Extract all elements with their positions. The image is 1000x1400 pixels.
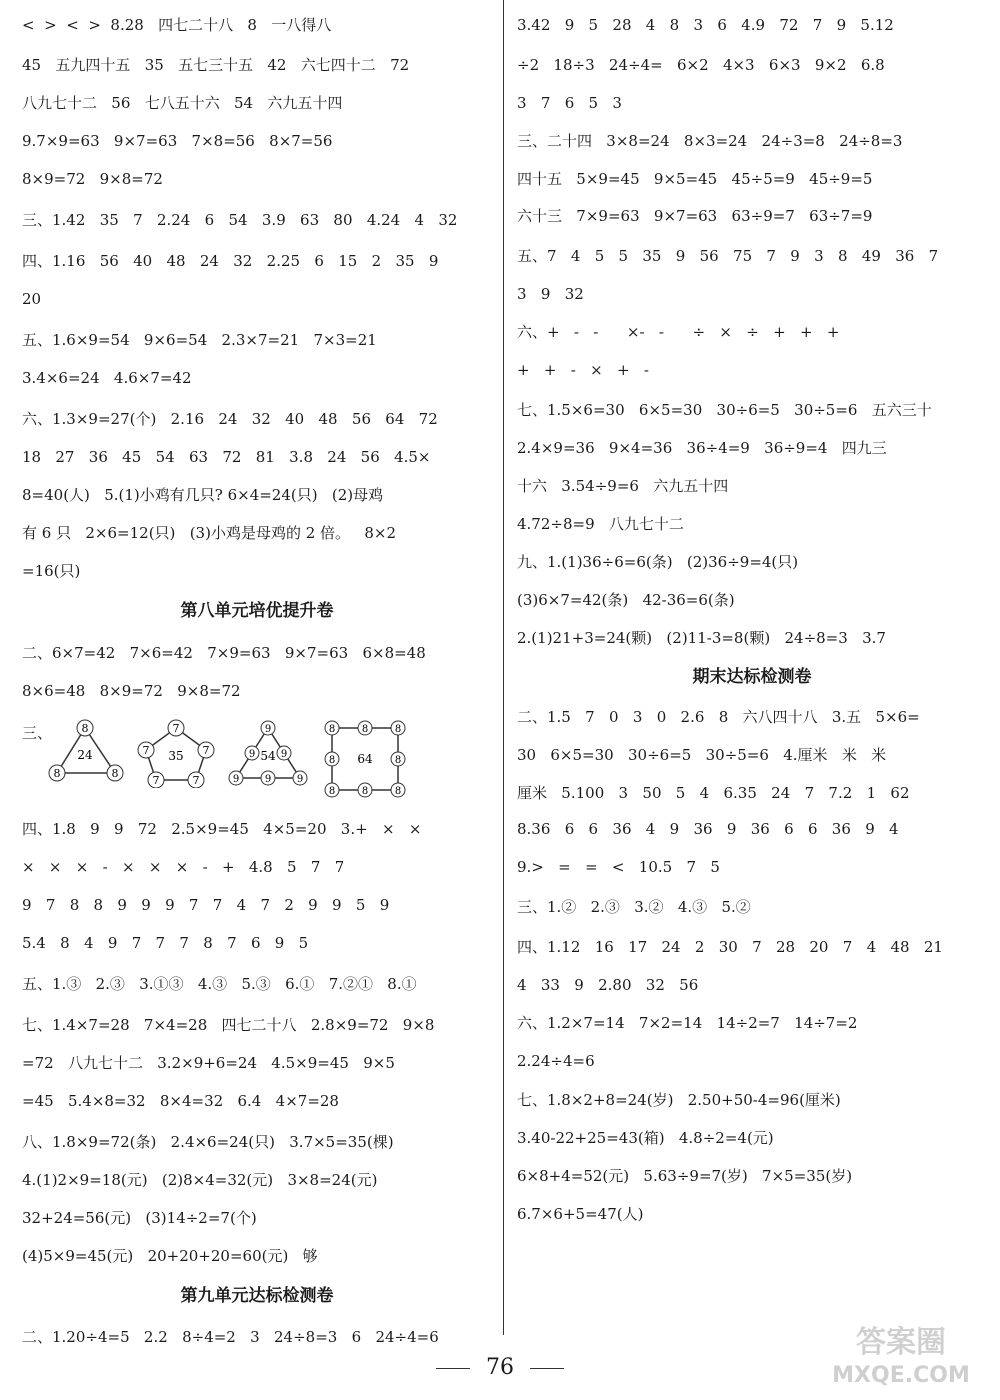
answer-line: 四、1.12 16 17 24 2 30 7 28 20 7 4 48 21 [517, 938, 943, 956]
answer-line: + + - × + - [517, 361, 649, 379]
hexagon-triangle-corner: 9 [280, 749, 288, 760]
hexagon-triangle-corner: 9 [296, 774, 304, 785]
answer-line: 6.7×6+5=47(人) [517, 1205, 644, 1223]
answer-line: 二、1.20÷4=5 2.2 8÷4=2 3 24÷8=3 6 24÷4=6 [22, 1328, 439, 1346]
square-corner: 8 [361, 724, 369, 735]
square-corner: 8 [328, 786, 336, 797]
answer-line: 45 五九四十五 35 五七三十五 42 六七四十二 72 [22, 56, 410, 74]
section-title: 期末达标检测卷 [692, 667, 812, 687]
figure-triangle-six [226, 718, 310, 788]
pentagon-corner: 7 [192, 774, 200, 787]
square-corner: 8 [328, 755, 336, 766]
answer-line: 4 33 9 2.80 32 56 [517, 976, 699, 994]
answer-line: =45 5.4×8=32 8×4=32 6.4 4×7=28 [22, 1092, 339, 1110]
answer-line: 8×6=48 8×9=72 9×8=72 [22, 682, 241, 700]
answer-line: 四、1.8 9 9 72 2.5×9=45 4×5=20 3.+ × × [22, 820, 422, 838]
square-corner: 8 [394, 755, 402, 766]
watermark-bottom-text: MXQE.COM [832, 1363, 970, 1388]
answer-line: 3 7 6 5 3 [517, 94, 622, 112]
hexagon-triangle-corner: 9 [264, 724, 272, 735]
figure-triangle [45, 718, 127, 784]
answer-line: 3.4×6=24 4.6×7=42 [22, 369, 192, 387]
answer-line: 4.72÷8=9 八九七十二 [517, 515, 684, 533]
pentagon-corner: 7 [142, 744, 150, 757]
answer-line: × × × - × × × - + 4.8 5 7 7 [22, 858, 345, 876]
answer-line: 20 [22, 290, 42, 308]
square-center: 64 [357, 752, 373, 766]
answer-line: 2.(1)21+3=24(颗) (2)11-3=8(颗) 24÷8=3 3.7 [517, 629, 886, 647]
answer-line: 六、1.3×9=27(个) 2.16 24 32 40 48 56 64 72 [22, 410, 438, 428]
answer-line: 三、1.② 2.③ 3.② 4.③ 5.② [517, 898, 751, 916]
answer-line: 30 6×5=30 30÷6=5 30÷5=6 4.厘米 米 米 [517, 746, 887, 764]
watermark-top-text: 答案圈 [856, 1325, 946, 1360]
page-number: 76 [486, 1355, 514, 1380]
square-corner: 8 [394, 786, 402, 797]
answer-line: 厘米 5.100 3 50 5 4 6.35 24 7 7.2 1 62 [517, 784, 910, 802]
pentagon-corner: 7 [152, 774, 160, 787]
answer-line: 九、1.(1)36÷6=6(条) (2)36÷9=4(只) [517, 553, 799, 571]
answer-line: 六、+ - - ×- - ÷ × ÷ + + + [517, 323, 840, 341]
hexagon-triangle-center: 54 [260, 749, 276, 763]
answer-line: 3 9 32 [517, 285, 584, 303]
answer-line: 五、7 4 5 5 35 9 56 75 7 9 3 8 49 36 7 [517, 247, 939, 265]
answer-line: 3.42 9 5 28 4 8 3 6 4.9 72 7 9 5.12 [517, 16, 894, 34]
square-corner: 8 [361, 786, 369, 797]
triangle-corner: 8 [81, 722, 89, 735]
footer-dash-right [530, 1368, 564, 1369]
answer-line: 6×8+4=52(元) 5.63÷9=7(岁) 7×5=35(岁) [517, 1167, 853, 1185]
pentagon-center: 35 [168, 749, 184, 763]
answer-line: 三、1.42 35 7 2.24 6 54 3.9 63 80 4.24 4 32 [22, 211, 458, 229]
pentagon-corner: 7 [172, 722, 180, 735]
hexagon-triangle-corner: 9 [264, 774, 272, 785]
answer-line: 七、1.8×2+8=24(岁) 2.50+50-4=96(厘米) [517, 1091, 841, 1109]
answer-line: 2.4×9=36 9×4=36 36÷4=9 36÷9=4 四九三 [517, 439, 887, 457]
triangle-corner: 8 [111, 767, 119, 780]
answer-line: 五、1.③ 2.③ 3.①③ 4.③ 5.③ 6.① 7.②① 8.① [22, 975, 417, 993]
square-corner: 8 [394, 724, 402, 735]
answer-line: ÷2 18÷3 24÷4= 6×2 4×3 6×3 9×2 6.8 [517, 56, 885, 74]
triangle-center: 24 [77, 748, 93, 762]
answer-line: 8=40(人) 5.(1)小鸡有几只? 6×4=24(只) (2)母鸡 [22, 486, 384, 504]
answer-line: 六十三 7×9=63 9×7=63 63÷9=7 63÷7=9 [517, 207, 873, 225]
hexagon-triangle-corner: 9 [248, 749, 256, 760]
pentagon-corner: 7 [202, 744, 210, 757]
answer-line: =16(只) [22, 562, 81, 580]
answer-line: 二、6×7=42 7×6=42 7×9=63 9×7=63 6×8=48 [22, 644, 426, 662]
section-title: 第九单元达标检测卷 [180, 1286, 334, 1306]
answer-line: 八、1.8×9=72(条) 2.4×6=24(只) 3.7×5=35(棵) [22, 1133, 394, 1151]
answer-line: 四、1.16 56 40 48 24 32 2.25 6 15 2 35 9 [22, 252, 439, 270]
answer-line: 4.(1)2×9=18(元) (2)8×4=32(元) 3×8=24(元) [22, 1171, 378, 1189]
answer-line: 二、1.5 7 0 3 0 2.6 8 六八四十八 3.五 5×6= [517, 708, 920, 726]
answer-line: 八九七十二 56 七八五十六 54 六九五十四 [22, 94, 343, 112]
triangle-corner: 8 [53, 767, 61, 780]
figure-square [320, 718, 410, 800]
answer-line: 五、1.6×9=54 9×6=54 2.3×7=21 7×3=21 [22, 331, 377, 349]
answer-line: =72 八九七十二 3.2×9+6=24 4.5×9=45 9×5 [22, 1054, 395, 1072]
column-divider [503, 0, 504, 1335]
answer-line: (3)6×7=42(条) 42-36=6(条) [517, 591, 735, 609]
answer-line: 8×9=72 9×8=72 [22, 170, 163, 188]
answer-line: 有 6 只 2×6=12(只) (3)小鸡是母鸡的 2 倍。 8×2 [22, 524, 396, 542]
answer-line: 3.40-22+25=43(箱) 4.8÷2=4(元) [517, 1129, 774, 1147]
answer-line: 三、 [22, 724, 53, 742]
answer-line: 8.36 6 6 36 4 9 36 9 36 6 6 36 9 4 [517, 820, 899, 838]
answer-line: 三、二十四 3×8=24 8×3=24 24÷3=8 24÷8=3 [517, 132, 903, 150]
answer-line: 5.4 8 4 9 7 7 7 8 7 6 9 5 [22, 934, 309, 952]
answer-line: 18 27 36 45 54 63 72 81 3.8 24 56 4.5× [22, 448, 431, 466]
answer-line: 六、1.2×7=14 7×2=14 14÷2=7 14÷7=2 [517, 1014, 858, 1032]
hexagon-triangle-corner: 9 [232, 774, 240, 785]
square-corner: 8 [328, 724, 336, 735]
answer-line: 七、1.5×6=30 6×5=30 30÷6=5 30÷5=6 五六三十 [517, 401, 932, 419]
watermark-logo [816, 1318, 986, 1390]
answer-line: < > < > 8.28 四七二十八 8 一八得八 [22, 16, 332, 34]
answer-line: (4)5×9=45(元) 20+20+20=60(元) 够 [22, 1247, 318, 1265]
answer-line: 2.24÷4=6 [517, 1052, 595, 1070]
answer-line: 十六 3.54÷9=6 六九五十四 [517, 477, 729, 495]
answer-line: 9.> = = < 10.5 7 5 [517, 858, 720, 876]
section-title: 第八单元培优提升卷 [180, 601, 334, 621]
footer-dash-left [436, 1368, 470, 1369]
answer-line: 9 7 8 8 9 9 9 7 7 4 7 2 9 9 5 9 [22, 896, 390, 914]
answer-line: 七、1.4×7=28 7×4=28 四七二十八 2.8×9=72 9×8 [22, 1016, 435, 1034]
answer-line: 32+24=56(元) (3)14÷2=7(个) [22, 1209, 257, 1227]
answer-line: 9.7×9=63 9×7=63 7×8=56 8×7=56 [22, 132, 333, 150]
figure-pentagon [134, 718, 218, 788]
answer-line: 四十五 5×9=45 9×5=45 45÷5=9 45÷9=5 [517, 170, 873, 188]
